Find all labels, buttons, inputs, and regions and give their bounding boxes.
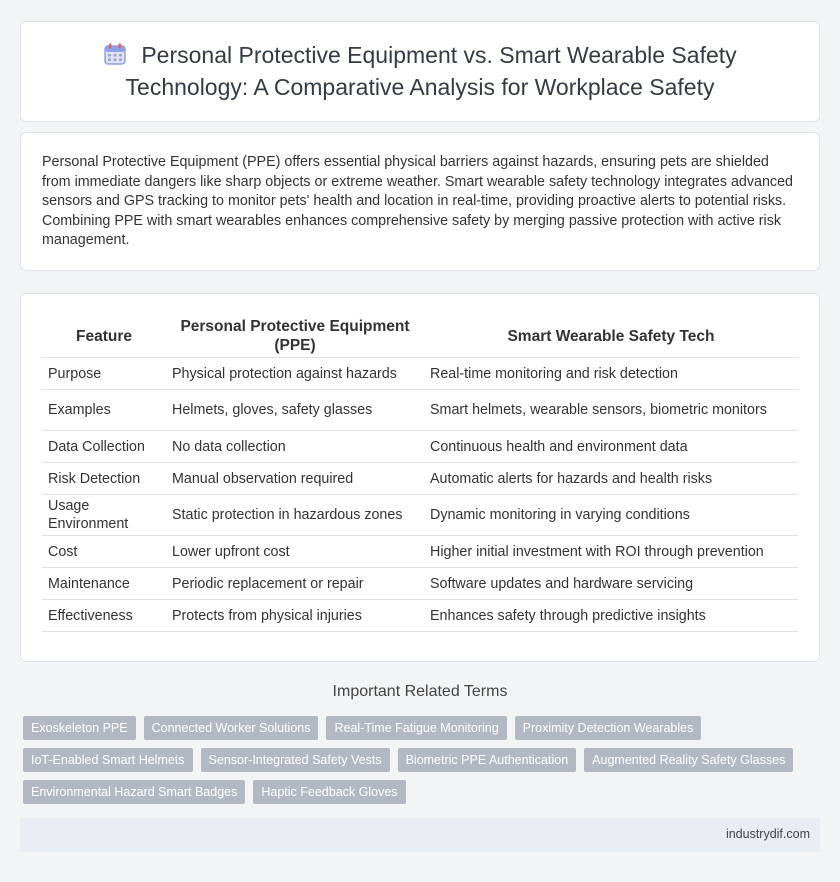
header-feature: Feature xyxy=(42,313,166,358)
table-row xyxy=(42,600,798,632)
related-terms-heading: Important Related Terms xyxy=(332,683,508,700)
related-term-tag[interactable]: Environmental Hazard Smart Badges xyxy=(23,780,245,804)
related-term-tag[interactable]: Connected Worker Solutions xyxy=(144,716,319,740)
table-row xyxy=(42,495,798,536)
page-title xyxy=(50,41,790,102)
header-ppe: Personal Protective Equipment (PPE) xyxy=(166,313,424,358)
intro-card xyxy=(20,132,820,271)
row-ppe: Periodic replacement or repair xyxy=(166,568,424,600)
table-row xyxy=(42,390,798,431)
related-term-tag[interactable]: Haptic Feedback Gloves xyxy=(253,780,405,804)
row-smart: Software updates and hardware servicing xyxy=(424,568,798,600)
row-feature: Effectiveness xyxy=(42,600,166,632)
related-term-tag[interactable]: Real-Time Fatigue Monitoring xyxy=(326,716,506,740)
row-feature: Risk Detection xyxy=(42,463,166,495)
row-smart: Higher initial investment with ROI through prevention xyxy=(424,536,798,568)
footer-site-link[interactable]: industrydif.com xyxy=(725,827,810,841)
row-feature: Maintenance xyxy=(42,568,166,600)
row-ppe: Helmets, gloves, safety glasses xyxy=(166,390,424,431)
table-row xyxy=(42,568,798,600)
table-header-row xyxy=(42,313,798,358)
footer xyxy=(20,818,820,852)
intro-paragraph: Personal Protective Equipment (PPE) offers essential physical barriers against hazards, ensuring pets are shielded from immediate dangers like sharp objects or extreme weather. Smart wearable safety technology integrates advanced sensors and GPS tracking to monitor pets' health and location in real-time, providing proactive alerts to potential risks. Combining PPE with smart wearables enhances comprehensive safety by merging passive protection with active risk management. xyxy=(42,154,793,249)
row-ppe: Manual observation required xyxy=(166,463,424,495)
row-smart: Enhances safety through predictive insights xyxy=(424,600,798,632)
header-smart-tech: Smart Wearable Safety Tech xyxy=(424,313,798,358)
row-ppe: Protects from physical injuries xyxy=(166,600,424,632)
table-row xyxy=(42,358,798,390)
row-ppe: Static protection in hazardous zones xyxy=(166,495,424,536)
row-smart: Smart helmets, wearable sensors, biometric monitors xyxy=(424,390,798,431)
row-feature: Data Collection xyxy=(42,431,166,463)
comparison-table-card xyxy=(20,293,820,662)
row-feature: Examples xyxy=(42,390,166,431)
row-smart: Continuous health and environment data xyxy=(424,431,798,463)
related-term-tag[interactable]: Sensor-Integrated Safety Vests xyxy=(201,748,390,772)
calendar-icon xyxy=(103,42,127,73)
row-feature: Usage Environment xyxy=(42,495,166,536)
table-row xyxy=(42,431,798,463)
comparison-table xyxy=(42,313,798,632)
related-term-tag[interactable]: Exoskeleton PPE xyxy=(23,716,136,740)
row-ppe: Lower upfront cost xyxy=(166,536,424,568)
table-row xyxy=(42,536,798,568)
title-card xyxy=(20,21,820,122)
related-term-tag[interactable]: Augmented Reality Safety Glasses xyxy=(584,748,793,772)
row-smart: Real-time monitoring and risk detection xyxy=(424,358,798,390)
related-terms-tags xyxy=(23,716,823,812)
related-term-tag[interactable]: Proximity Detection Wearables xyxy=(515,716,702,740)
table-row xyxy=(42,463,798,495)
row-smart: Automatic alerts for hazards and health risks xyxy=(424,463,798,495)
related-term-tag[interactable]: IoT-Enabled Smart Helmets xyxy=(23,748,193,772)
row-feature: Cost xyxy=(42,536,166,568)
related-term-tag[interactable]: Biometric PPE Authentication xyxy=(398,748,577,772)
row-feature: Purpose xyxy=(42,358,166,390)
row-ppe: No data collection xyxy=(166,431,424,463)
row-smart: Dynamic monitoring in varying conditions xyxy=(424,495,798,536)
row-ppe: Physical protection against hazards xyxy=(166,358,424,390)
page-title-text: Personal Protective Equipment vs. Smart Wearable Safety Technology: A Comparative Analysis for Workplace Safety xyxy=(125,42,737,100)
